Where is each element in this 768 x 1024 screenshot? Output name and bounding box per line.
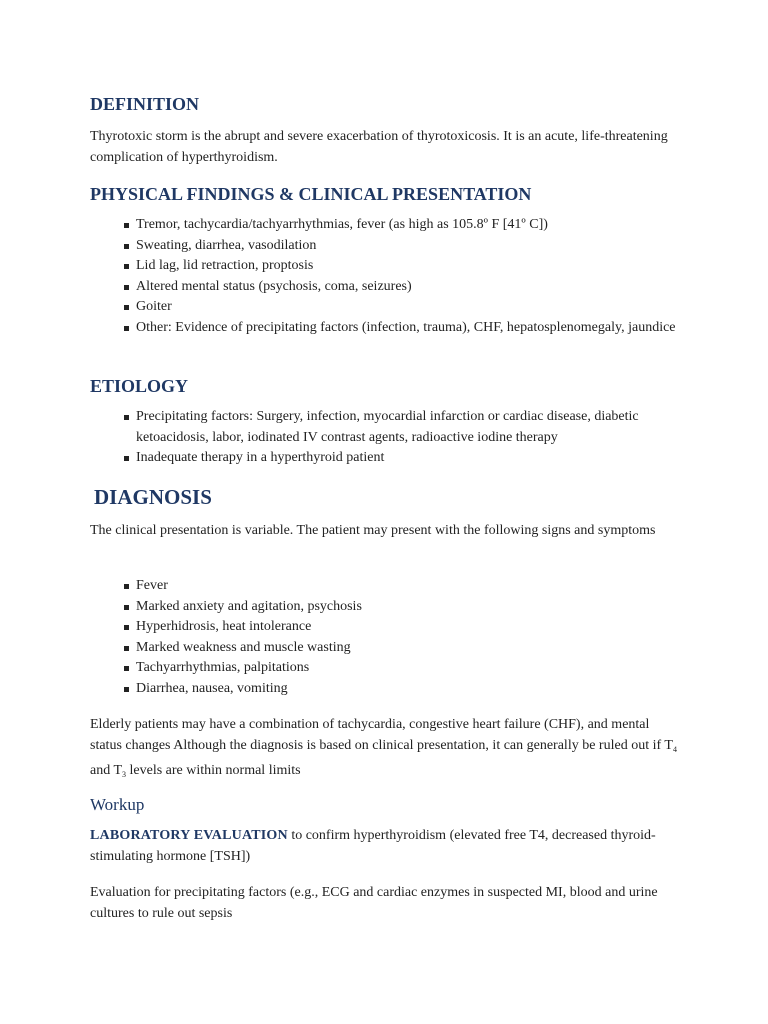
elderly-text-part3: levels are within normal limits <box>126 763 301 778</box>
diagnosis-heading: DIAGNOSIS <box>94 485 212 509</box>
laboratory-evaluation-paragraph <box>90 825 690 867</box>
list-item: Marked weakness and muscle wasting <box>90 638 690 659</box>
etiology-list <box>90 407 700 469</box>
workup-heading: Workup <box>90 795 145 814</box>
laboratory-evaluation-label: LABORATORY EVALUATION <box>90 828 288 843</box>
list-item: Tremor, tachycardia/tachyarrhythmias, fever (as high as 105.8º F [41º C]) <box>90 215 700 236</box>
physical-findings-heading: PHYSICAL FINDINGS & CLINICAL PRESENTATION <box>90 184 532 204</box>
list-item: Altered mental status (psychosis, coma, seizures) <box>90 277 700 298</box>
definition-heading: DEFINITION <box>90 94 200 114</box>
list-item: Inadequate therapy in a hyperthyroid patient <box>90 448 700 469</box>
elderly-text-part1: Elderly patients may have a combination of tachycardia, congestive heart failure (CHF), and mental status changes Although the diagnosis is based on clinical presentation, it can generally be ruled out if T <box>90 717 673 753</box>
t3-subscript: 3 <box>122 770 127 779</box>
list-item: Tachyarrhythmias, palpitations <box>90 658 690 679</box>
elderly-text-part2: and T <box>90 763 123 778</box>
list-item: Lid lag, lid retraction, proptosis <box>90 256 700 277</box>
physical-findings-list <box>90 215 700 339</box>
precipitating-evaluation-paragraph: Evaluation for precipitating factors (e.g., ECG and cardiac enzymes in suspected MI, blood and urine cultures to rule out sepsis <box>90 885 658 921</box>
list-item: Precipitating factors: Surgery, infection, myocardial infarction or cardiac disease, diabetic ketoacidosis, labor, iodinated IV contrast agents, radioactive iodine therapy <box>90 407 700 448</box>
laboratory-evaluation-text: to confirm hyperthyroidism (elevated free T4, decreased thyroid-stimulating hormone [TSH]) <box>90 828 656 864</box>
list-item: Fever <box>90 576 690 597</box>
etiology-heading: ETIOLOGY <box>90 376 189 396</box>
list-item: Sweating, diarrhea, vasodilation <box>90 236 700 257</box>
list-item: Other: Evidence of precipitating factors (infection, trauma), CHF, hepatosplenomegaly, jaundice <box>90 318 700 339</box>
t4-subscript: 4 <box>672 745 677 754</box>
definition-text: Thyrotoxic storm is the abrupt and severe exacerbation of thyrotoxicosis. It is an acute, life-threatening complication of hyperthyroidism. <box>90 129 668 165</box>
list-item: Diarrhea, nausea, vomiting <box>90 679 690 700</box>
list-item: Goiter <box>90 297 700 318</box>
diagnosis-symptom-list <box>90 576 690 700</box>
diagnosis-intro: The clinical presentation is variable. The patient may present with the following signs and symptoms <box>90 523 656 538</box>
list-item: Marked anxiety and agitation, psychosis <box>90 597 690 618</box>
list-item: Hyperhidrosis, heat intolerance <box>90 617 690 638</box>
elderly-paragraph <box>90 714 680 785</box>
